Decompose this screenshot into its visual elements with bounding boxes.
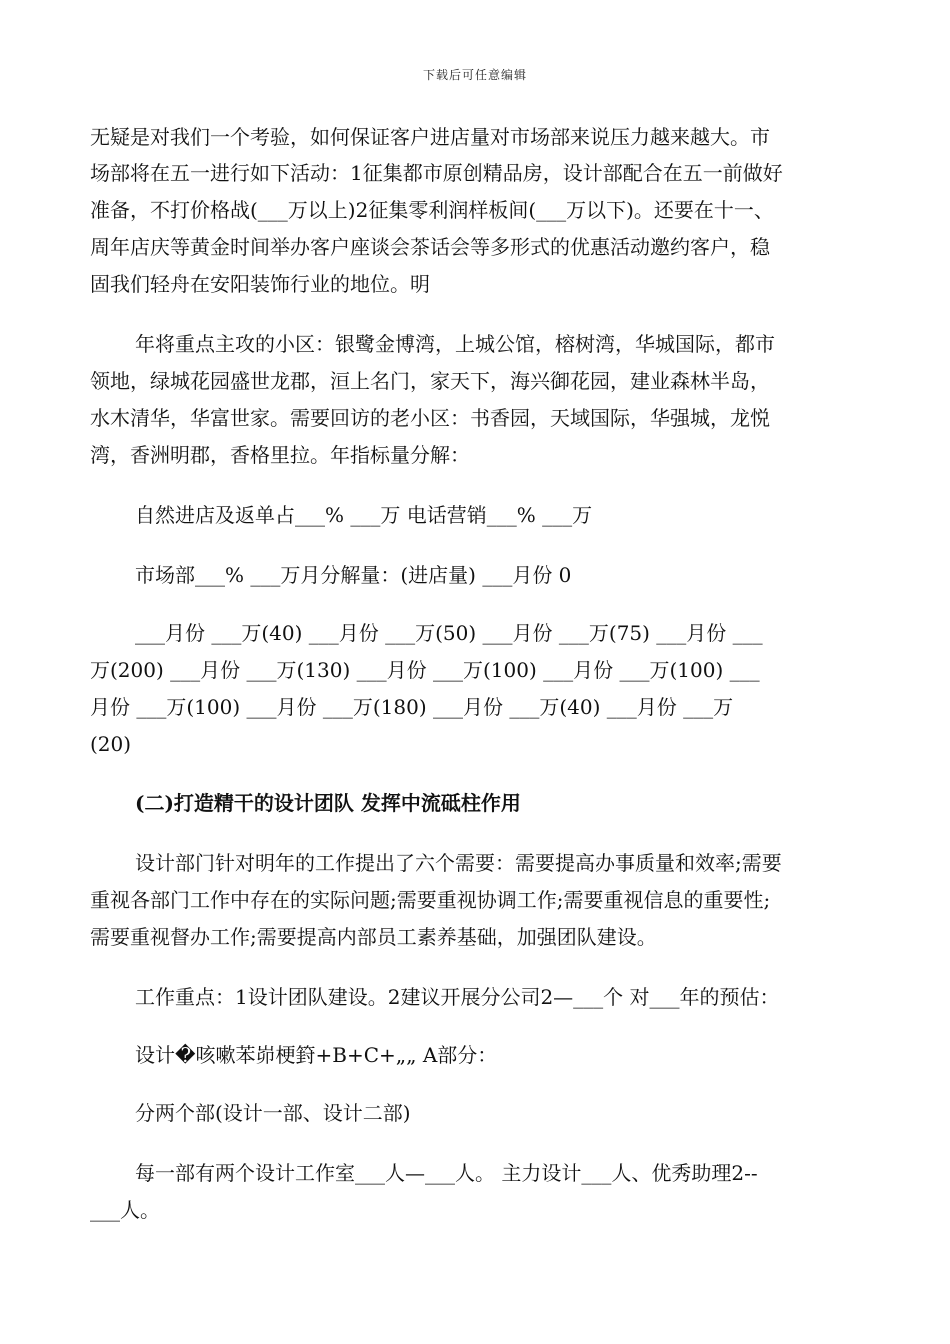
body-line: ___月份 ___万(40) ___月份 ___万(50) ___月份 ___万(75) ___月份 ___ — [135, 621, 763, 645]
body-line: 领地，绿城花园盛世龙郡，洹上名门，家天下，海兴御花园，建业森林半岛， — [90, 369, 770, 393]
body-line: 无疑是对我们一个考验，如何保证客户进店量对市场部来说压力越来越大。市 — [90, 125, 770, 149]
body-line: 月份 ___万(100) ___月份 ___万(180) ___月份 ___万(40) ___月份 ___万 — [90, 695, 734, 719]
body-line: 自然进店及返单占___% ___万 电话营销___% ___万 — [135, 503, 593, 527]
body-line: 准备，不打价格战(___万以上)2征集零利润样板间(___万以下)。还要在十一、 — [90, 198, 774, 222]
page-header: 下载后可任意编辑 — [422, 68, 527, 82]
body-line: 固我们轻舟在安阳装饰行业的地位。明 — [90, 272, 430, 296]
body-line: 需要重视督办工作;需要提高内部员工素养基础，加强团队建设。 — [90, 925, 657, 949]
body-line: (20) — [90, 732, 132, 756]
body-line: 场部将在五一进行如下活动：1征集都市原创精品房，设计部配合在五一前做好 — [90, 161, 783, 185]
section-heading: (二)打造精干的设计团队 发挥中流砥柱作用 — [135, 791, 521, 815]
body-line: ___人。 — [90, 1198, 160, 1222]
body-line: 重视各部门工作中存在的实际问题;需要重视协调工作;需要重视信息的重要性; — [90, 888, 771, 912]
body-line: 分两个部(设计一部、设计二部) — [135, 1101, 411, 1125]
body-line: 万(200) ___月份 ___万(130) ___月份 ___万(100) ___月份 ___万(100) ___ — [90, 658, 760, 682]
body-line: 年将重点主攻的小区：银鹭金博湾，上城公馆，榕树湾，华城国际，都市 — [135, 332, 775, 356]
body-line: 设计�咳嗽苯峁梗篈+B+C+„„ A部分： — [135, 1043, 498, 1067]
body-line: 湾，香洲明郡，香格里拉。年指标量分解： — [90, 443, 470, 467]
body-line: 市场部___% ___万月分解量：(进店量) ___月份 0 — [135, 563, 572, 587]
body-line: 每一部有两个设计工作室___人—___人。 主力设计___人、优秀助理2-- — [135, 1161, 758, 1185]
body-line: 工作重点：1设计团队建设。2建议开展分公司2—___个 对___年的预估： — [135, 985, 780, 1009]
body-line: 设计部门针对明年的工作提出了六个需要：需要提高办事质量和效率;需要 — [135, 851, 782, 875]
body-line: 周年店庆等黄金时间举办客户座谈会茶话会等多形式的优惠活动邀约客户，稳 — [90, 235, 770, 259]
body-line: 水木清华，华富世家。需要回访的老小区：书香园，天域国际，华强城，龙悦 — [90, 406, 770, 430]
